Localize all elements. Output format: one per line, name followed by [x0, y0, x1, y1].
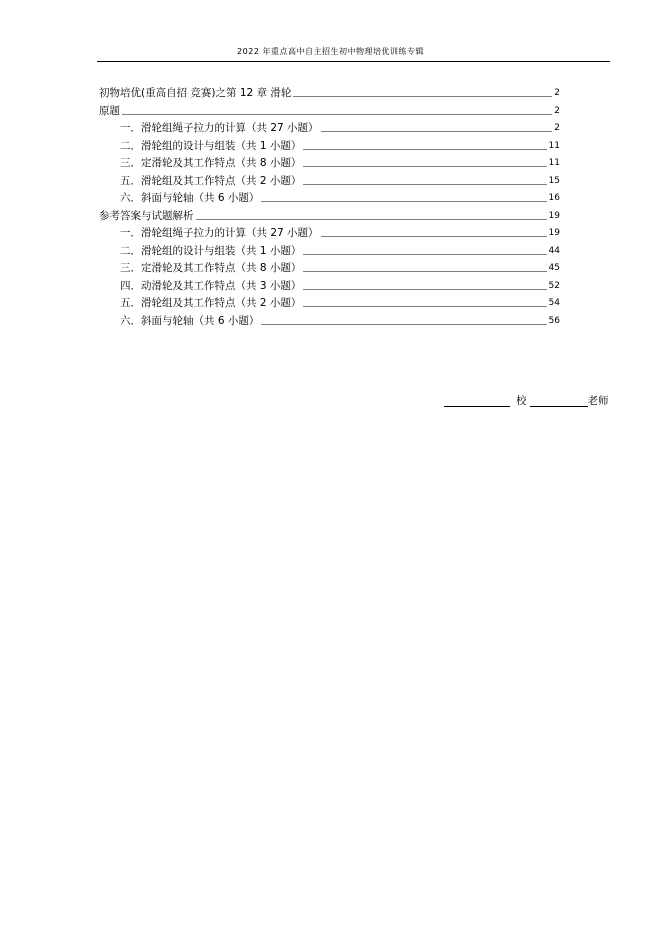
toc-entry-subsection[interactable] — [120, 137, 560, 153]
toc-dot-leader — [261, 324, 546, 325]
toc-page-number: 16 — [548, 193, 560, 203]
school-blank — [444, 406, 510, 407]
toc-dot-leader — [122, 114, 552, 115]
toc-entry-title: 一．滑轮组绳子拉力的计算（共 27 小题） — [120, 122, 319, 134]
toc-entry-title: 五．滑轮组及其工作特点（共 2 小题） — [120, 174, 302, 187]
toc-dot-leader — [293, 96, 552, 97]
toc-page-number: 19 — [548, 210, 560, 221]
toc-page-number: 56 — [548, 315, 560, 326]
teacher-label: 老师 — [587, 395, 609, 407]
toc-entry-section[interactable] — [99, 84, 560, 100]
toc-page-number: 45 — [548, 263, 560, 273]
toc-entry-subsection[interactable] — [120, 294, 560, 310]
toc-dot-leader — [303, 254, 546, 255]
toc-dot-leader — [303, 149, 546, 150]
toc-page-number: 11 — [548, 158, 560, 168]
toc-dot-leader — [303, 166, 546, 167]
toc-entry-title: 五．滑轮组及其工作特点（共 2 小题） — [120, 297, 302, 309]
toc-entry-subsection[interactable] — [120, 189, 560, 205]
toc-page-number: 19 — [548, 228, 560, 238]
page-header: 2022 年重点高中自主招生初中物理培优训练专辑 — [237, 47, 424, 56]
toc-entry-title: 参考答案与试题解析 — [99, 209, 194, 222]
toc-dot-leader — [321, 236, 547, 237]
toc-page-number: 52 — [548, 280, 560, 291]
toc-page-number: 2 — [554, 88, 560, 98]
toc-page-number: 15 — [548, 175, 560, 186]
toc-entry-subsection[interactable] — [120, 172, 560, 188]
teacher-blank — [530, 406, 588, 407]
toc-entry-title: 二．滑轮组的设计与组装（共 1 小题） — [120, 139, 302, 152]
toc-dot-leader — [261, 201, 546, 202]
toc-entry-subsection[interactable] — [120, 154, 560, 170]
toc-dot-leader — [303, 289, 546, 290]
header-rule — [97, 61, 610, 62]
toc-entry-subsection[interactable] — [120, 224, 560, 240]
toc-entry-subsection[interactable] — [120, 259, 560, 275]
signature-line — [444, 394, 609, 408]
toc-entry-subsection[interactable] — [120, 277, 560, 293]
toc-entry-title: 四．动滑轮及其工作特点（共 3 小题） — [120, 279, 302, 292]
toc-entry-title: 六．斜面与轮轴（共 6 小题） — [120, 192, 260, 204]
toc-entry-title: 六．斜面与轮轴（共 6 小题） — [120, 314, 260, 327]
toc-page-number: 2 — [554, 123, 560, 133]
toc-page-number: 2 — [554, 105, 560, 116]
toc-entry-title: 原题 — [99, 104, 120, 117]
toc-dot-leader — [303, 306, 546, 307]
toc-entry-subsection[interactable] — [120, 312, 560, 328]
toc-page-number: 11 — [548, 140, 560, 151]
toc-entry-title: 二．滑轮组的设计与组装（共 1 小题） — [120, 244, 302, 257]
toc-entry-title: 一．滑轮组绳子拉力的计算（共 27 小题） — [120, 227, 319, 239]
toc-page-number: 54 — [548, 298, 560, 308]
toc-entry-subsection[interactable] — [120, 119, 560, 135]
toc-entry-section[interactable] — [99, 207, 560, 223]
toc-entry-subsection[interactable] — [120, 242, 560, 258]
toc-dot-leader — [303, 184, 546, 185]
toc-entry-title: 三．定滑轮及其工作特点（共 8 小题） — [120, 262, 302, 274]
toc-page-number: 44 — [548, 245, 560, 256]
toc-entry-title: 初物培优(重高自招 竞赛)之第 12 章 滑轮 — [99, 87, 292, 99]
toc-entry-section[interactable] — [99, 102, 560, 118]
toc-dot-leader — [303, 271, 546, 272]
school-label: 校 — [516, 395, 527, 407]
toc-dot-leader — [196, 219, 547, 220]
toc-entry-title: 三．定滑轮及其工作特点（共 8 小题） — [120, 157, 302, 169]
toc-dot-leader — [321, 131, 553, 132]
